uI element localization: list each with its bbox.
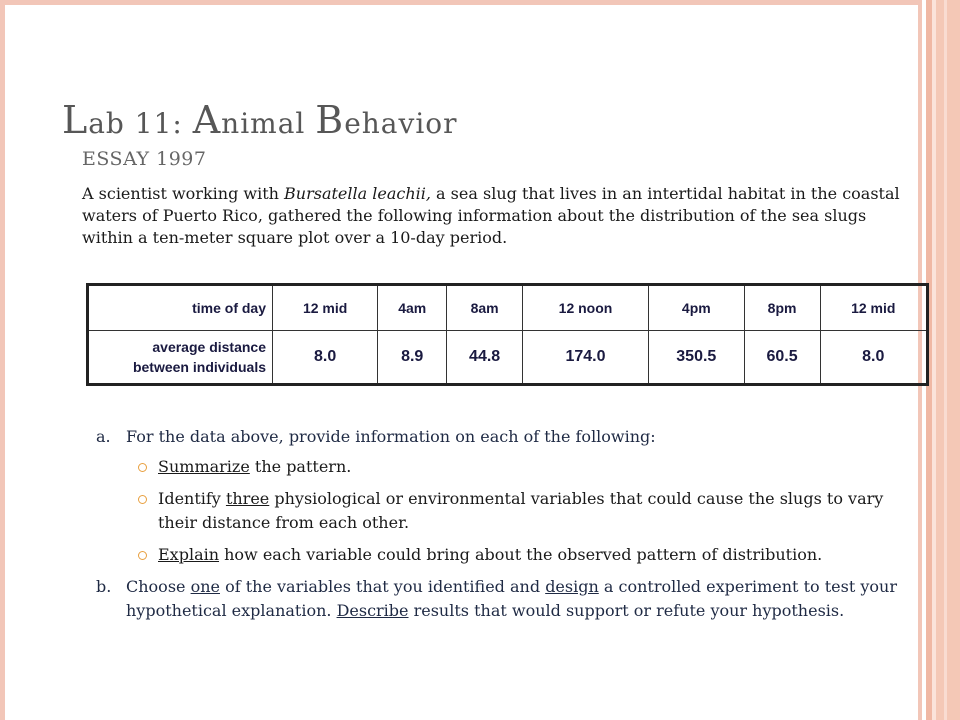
table-cell: 12 mid xyxy=(820,285,928,331)
table-cell: 8.0 xyxy=(820,331,928,385)
table-cell: 350.5 xyxy=(648,331,744,385)
top-border xyxy=(0,0,925,5)
table-cell: 174.0 xyxy=(523,331,649,385)
slide-title: Lab 11: Animal Behavior xyxy=(62,98,458,142)
row-header-time: time of day xyxy=(88,285,273,331)
table-cell: 8pm xyxy=(744,285,820,331)
list-item: Summarize the pattern. xyxy=(138,455,911,479)
species-name: Bursatella leachii, xyxy=(284,184,431,203)
question-marker: a. xyxy=(96,427,111,446)
data-table xyxy=(86,283,929,386)
question-b: b. Choose one of the variables that you identified and design a controlled experiment to test your hypothetical explanation. Describe results that would support or refute your hypothesis. xyxy=(96,577,897,620)
question-a: a. For the data above, provide information on each of the following: xyxy=(96,425,911,449)
list-item: Explain how each variable could bring about the observed pattern of distribution. xyxy=(138,543,911,567)
bullet-icon xyxy=(138,551,147,560)
slide-subtitle: ESSAY 1997 xyxy=(82,148,207,170)
question-marker: b. xyxy=(96,577,112,596)
table-cell: 60.5 xyxy=(744,331,820,385)
bullet-icon xyxy=(138,495,147,504)
table-row xyxy=(88,285,928,331)
table-cell: 8.0 xyxy=(273,331,378,385)
table-cell: 8am xyxy=(447,285,523,331)
list-item: Identify three physiological or environmental variables that could cause the slugs to vary their distance from each other. xyxy=(138,487,911,535)
bullet-icon xyxy=(138,463,147,472)
bullet-list xyxy=(138,455,911,567)
intro-paragraph: A scientist working with Bursatella leachii, a sea slug that lives in an intertidal habitat in the coastal waters of Puerto Rico, gathered the following information about the distribution of the sea slugs within a ten-meter square plot over a 10-day period. xyxy=(82,184,900,247)
table-cell: 8.9 xyxy=(378,331,447,385)
table-cell: 12 noon xyxy=(523,285,649,331)
table-cell: 4am xyxy=(378,285,447,331)
table-cell: 4pm xyxy=(648,285,744,331)
row-header-distance: average distance between individuals xyxy=(88,331,273,385)
table-row xyxy=(88,331,928,385)
table-cell: 44.8 xyxy=(447,331,523,385)
right-stripe xyxy=(944,0,947,720)
questions-block xyxy=(96,425,911,623)
right-stripe xyxy=(936,0,960,720)
left-border xyxy=(0,0,5,720)
table-cell: 12 mid xyxy=(273,285,378,331)
